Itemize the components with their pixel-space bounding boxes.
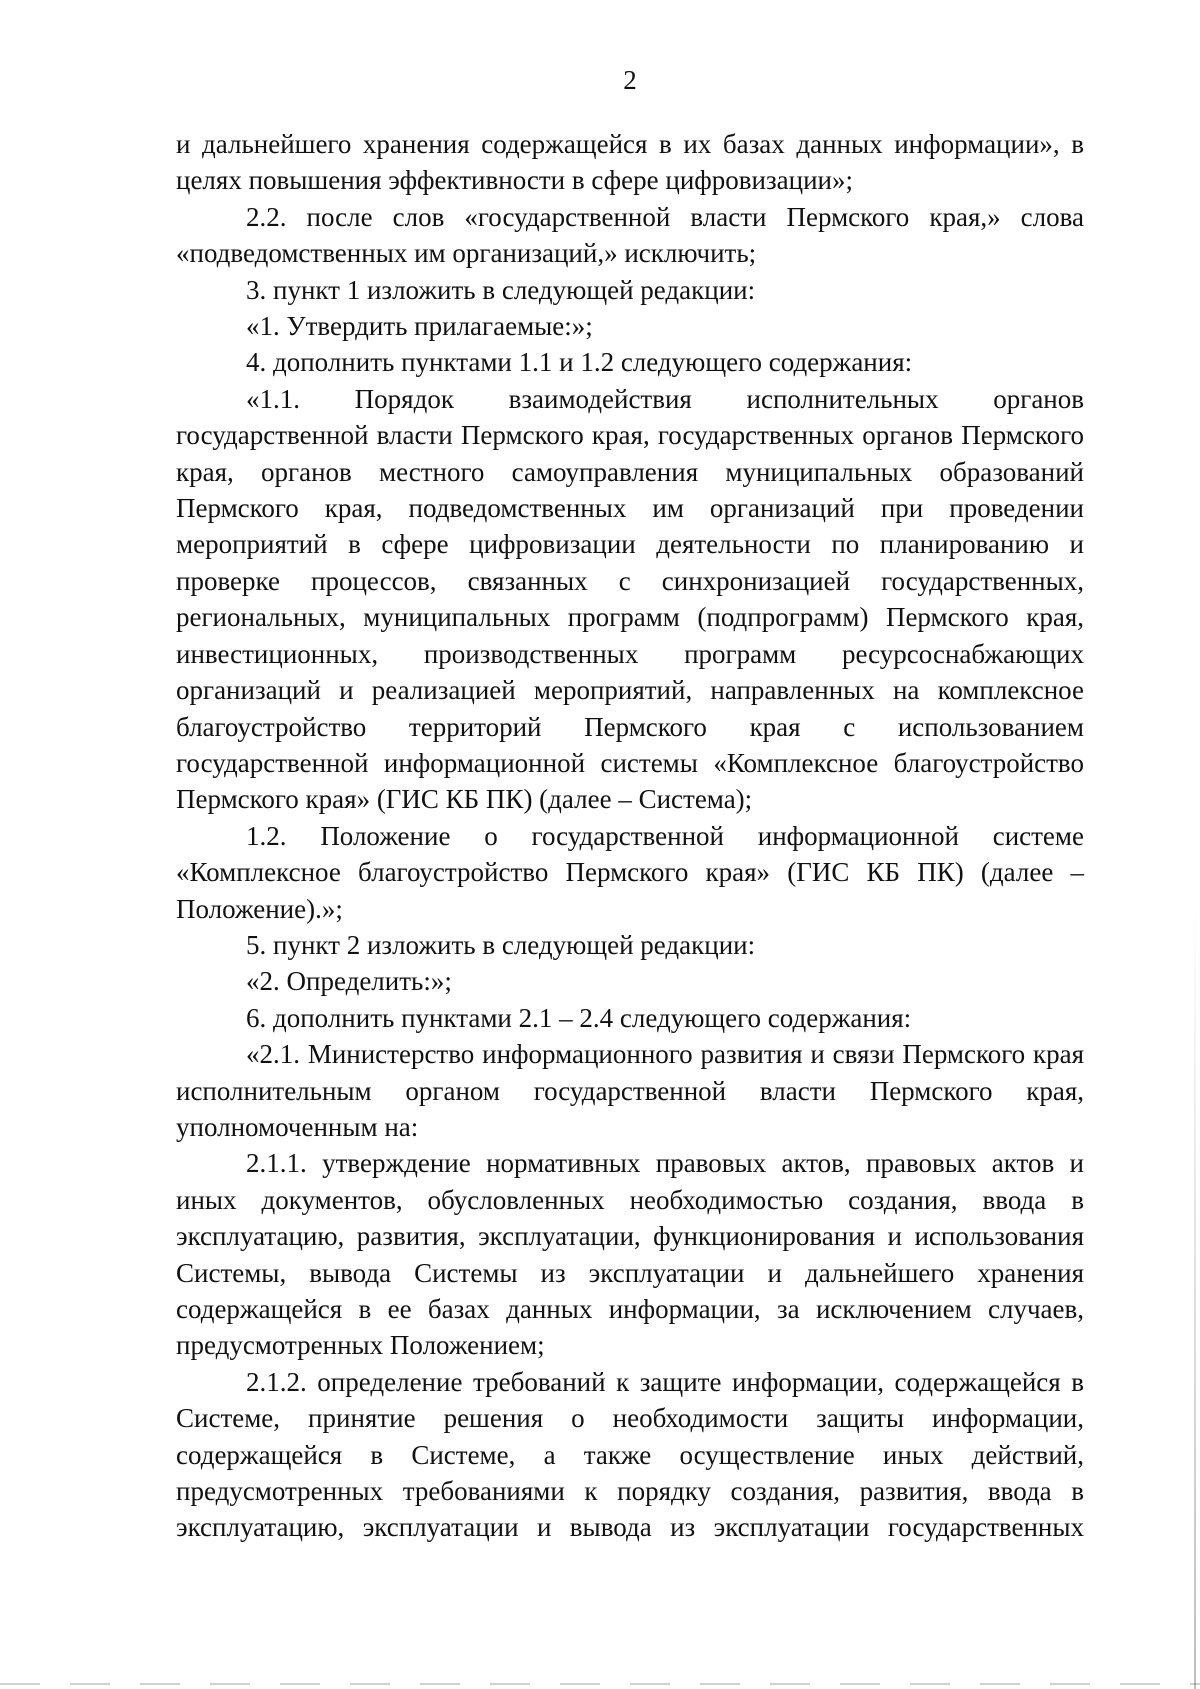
paragraph-item-2-1-2: 2.1.2. определение требований к защите информации, содержащейся в Системе, принятие решения о необходимости защиты информации, содержащейся в Системе, а также осуществление иных действий, предусмотренных требованиями к порядку создания, развития, ввода в эксплуатацию, эксплуатации и вывода из эксплуатации государственных: [176, 1366, 1084, 1543]
paragraph-quote-1-2: 1.2. Положение о государственной информационной системе «Комплексное благоустройство Пермского края» (ГИС КБ ПК) (далее – Положение).»;: [176, 820, 1084, 924]
paragraph-item-3: 3. пункт 1 изложить в следующей редакции:: [246, 274, 756, 305]
scan-edge-bottom: [0, 1683, 1200, 1685]
paragraph-quote-1: «1. Утвердить прилагаемые:»;: [246, 311, 593, 342]
page-number: 2: [623, 65, 637, 95]
paragraph-item-2-1-1: 2.1.1. утверждение нормативных правовых актов, правовых актов и иных документов, обусловленных необходимостью создания, ввода в эксплуатацию, развития, эксплуатации, функционирования и использования Системы, вывода Системы из эксплуатации и дальнейшего хранения содержащейся в ее базах данных информации, за исключением случаев, предусмотренных Положением;: [176, 1148, 1084, 1361]
paragraph-quote-2: «2. Определить:»;: [246, 966, 452, 997]
document-body: [176, 126, 1084, 1546]
paragraph-item-4: 4. дополнить пунктами 1.1 и 1.2 следующего содержания:: [246, 347, 913, 378]
scan-edge-right: [1194, 900, 1196, 1689]
paragraph-item-5: 5. пункт 2 изложить в следующей редакции:: [246, 929, 756, 960]
paragraph-item-2-2: 2.2. после слов «государственной власти Пермского края,» слова «подведомственных им организаций,» исключить;: [176, 201, 1084, 269]
paragraph-continuation: и дальнейшего хранения содержащейся в их базах данных информации», в целях повышения эффективности в сфере цифровизации»;: [176, 129, 1084, 196]
paragraph-item-6: 6. дополнить пунктами 2.1 – 2.4 следующего содержания:: [246, 1002, 912, 1033]
paragraph-quote-1-1: «1.1. Порядок взаимодействия исполнительных органов государственной власти Пермского края, государственных органов Пермского края, органов местного самоуправления муниципальных образований Пермского края, подведомственных им организаций при проведении мероприятий в сфере цифровизации деятельности по планированию и проверке процессов, связанных с синхронизацией государственных, региональных, муниципальных программ (подпрограмм) Пермского края, инвестиционных, производственных программ ресурсоснабжающих организаций и реализацией мероприятий, направленных на комплексное благоустройство территорий Пермского края с использованием государственной информационной системы «Комплексное благоустройство Пермского края» (ГИС КБ ПК) (далее – Система);: [176, 383, 1084, 815]
paragraph-quote-2-1: «2.1. Министерство информационного развития и связи Пермского края исполнительным органом государственной власти Пермского края, уполномоченным на:: [176, 1039, 1084, 1142]
